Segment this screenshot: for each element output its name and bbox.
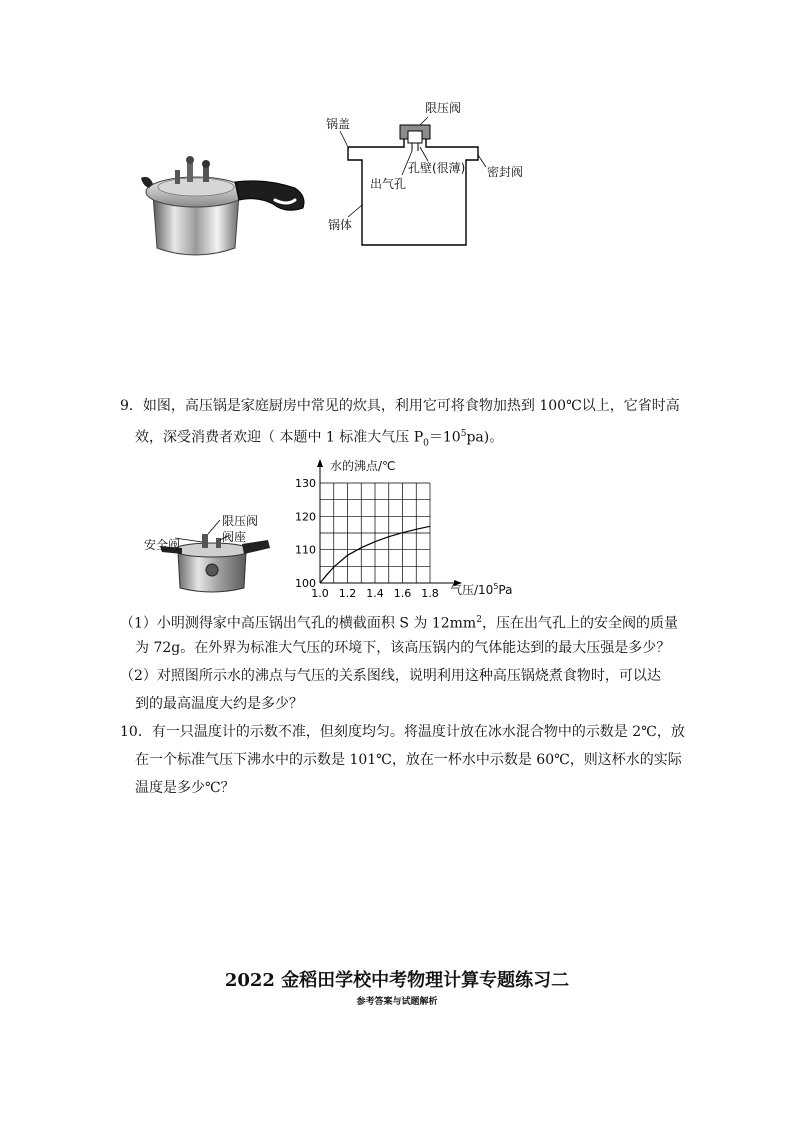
question-9-line-2 (135, 420, 503, 457)
question-9-number: 9． (120, 398, 143, 414)
label-body: 锅体 (328, 218, 353, 232)
y-tick-label: 130 (295, 477, 316, 490)
p0-subscript: 0 (423, 438, 429, 449)
label-seal-valve: 密封阀 (487, 165, 524, 179)
x-tick-label: 1.0 (311, 587, 329, 600)
x-tick-label: 1.8 (421, 587, 439, 600)
answer-section-subtitle: 参考答案与试题解析 (356, 997, 438, 1007)
sub1-text-b: ，压在出气孔上的安全阀的质量 (481, 615, 678, 632)
question-10-line-1: 10．有一只温度计的示数不准，但刻度均匀。将温度计放在冰水混合物中的示数是 2℃，放 (120, 724, 685, 740)
question-9-text-2b: ＝10 (428, 429, 461, 446)
y-axis-arrow (317, 459, 323, 467)
pressure-cooker-cross-section (320, 95, 540, 255)
x-axis-label-unit: Pa (498, 583, 513, 597)
question-9-sub-1-line-1 (120, 606, 678, 638)
label-hole-wall: 孔壁(很薄) (408, 161, 466, 175)
label-vent: 出气孔 (370, 177, 407, 191)
y-tick-label: 100 (295, 577, 316, 590)
chart-x-axis-label (450, 581, 512, 598)
x-axis-label-superscript: 5 (493, 582, 499, 591)
pressure-cooker-photo (135, 140, 315, 265)
question-9-sub-1-line-2: 为 72g。在外界为标准大气压的环境下，该高压锅内的气体能达到的最大压强是多少？ (135, 640, 671, 656)
label-lid: 锅盖 (326, 117, 351, 131)
mm2-superscript: 2 (476, 615, 482, 625)
boiling-point-chart (290, 455, 520, 605)
label-limit-valve: 限压阀 (425, 101, 462, 115)
question-10-line-2: 在一个标准气压下沸水中的示数是 101℃，放在一杯水中示数是 60℃，则这杯水的实际 (135, 752, 682, 768)
small-cooker-illustration (140, 510, 280, 600)
x-tick-label: 1.2 (338, 587, 357, 600)
question-10-line-3: 温度是多少℃？ (135, 780, 235, 796)
question-9-text-2c: pa)。 (466, 429, 504, 446)
label-valve-seat: 阀座 (222, 530, 247, 544)
question-9-sub-2-line-2: 到的最高温度大约是多少？ (135, 696, 303, 712)
y-tick-label: 120 (295, 510, 316, 524)
x-axis-label-text: 气压/10 (450, 583, 494, 597)
question-9-line-1 (120, 392, 680, 420)
pressure-cooker-illustration (135, 140, 315, 265)
small-pressure-cooker-figure (140, 510, 280, 600)
question-9-sub-2-line-1: （2）对照图所示水的沸点与气压的关系图线，说明利用这种高压锅烧煮食物时，可以达 (120, 668, 661, 684)
chart-y-axis-label: 水的沸点/℃ (330, 459, 396, 473)
question-9-text-2a: 效，深受消费者欢迎（ 本题中 1 标准大气压 P (135, 429, 424, 446)
answer-section-title: 2022 金稻田学校中考物理计算专题练习二 (224, 970, 570, 991)
y-tick-label: 110 (295, 543, 316, 557)
x-tick-label: 1.6 (393, 587, 412, 600)
question-9-text-1: 如图，高压锅是家庭厨房中常见的炊具，利用它可将食物加热到 100℃以上，它省时高 (142, 398, 680, 414)
sub1-text-a: （1）小明测得家中高压锅出气孔的横截面积 S 为 12mm (120, 615, 477, 632)
label-safety-valve: 安全阀 (144, 538, 181, 552)
x-tick-label: 1.4 (366, 587, 384, 600)
label-limit-valve-2: 限压阀 (222, 514, 259, 528)
power-superscript: 5 (460, 429, 467, 439)
